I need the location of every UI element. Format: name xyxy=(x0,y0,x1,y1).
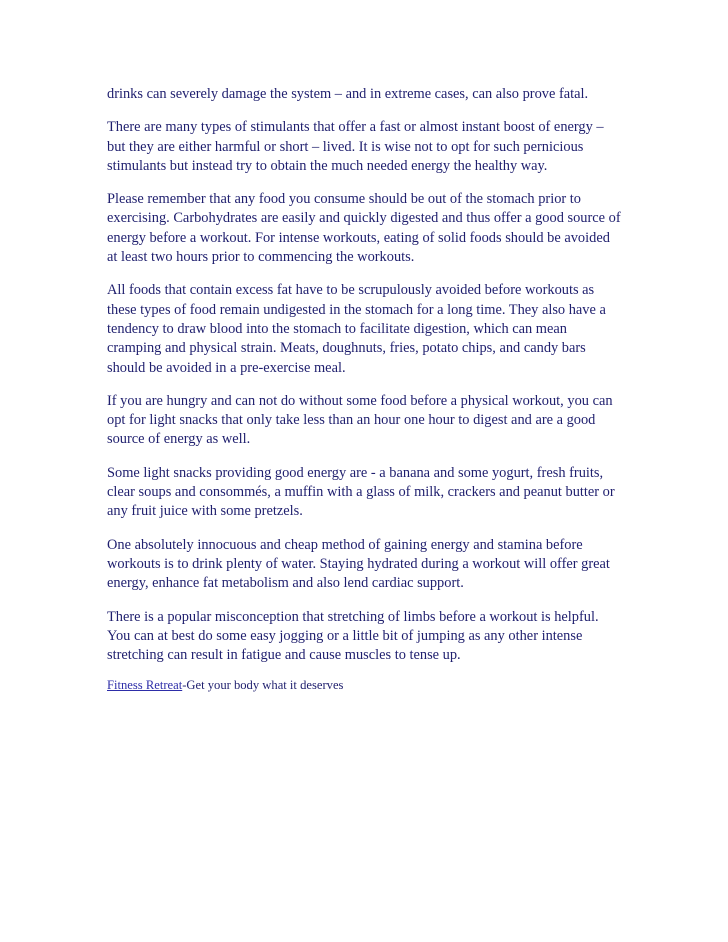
document-page xyxy=(107,85,621,693)
paragraph-5: If you are hungry and can not do without some food before a physical workout, you can opt for light snacks that only take less than an hour one hour to digest and are a good source of energy as well. xyxy=(107,392,613,448)
footer-tagline: -Get your body what it deserves xyxy=(182,678,344,693)
fitness-retreat-link[interactable]: Fitness Retreat xyxy=(107,678,183,693)
paragraph-6: Some light snacks providing good energy are - a banana and some yogurt, fresh fruits, clear soups and consommés, a muffin with a glass of milk, crackers and peanut butter or any fruit juice with some pretzels. xyxy=(107,464,615,520)
paragraph-8: There is a popular misconception that stretching of limbs before a workout is helpful. You can at best do some easy jogging or a little bit of jumping as any other intense stretching can result in fatigue and cause muscles to tense up. xyxy=(107,608,599,664)
paragraph-3: Please remember that any food you consume should be out of the stomach prior to exercising. Carbohydrates are easily and quickly digested and thus offer a good source of energy before a workout. For intense workouts, eating of solid foods should be avoided at least two hours prior to commencing the workouts. xyxy=(107,191,621,266)
paragraph-7: One absolutely innocuous and cheap method of gaining energy and stamina before workouts is to drink plenty of water. Staying hydrated during a workout will offer great energy, enhance fat metabolism and also lend cardiac support. xyxy=(107,536,610,592)
paragraph-2: There are many types of stimulants that offer a fast or almost instant boost of energy – but they are either harmful or short – lived. It is wise not to opt for such pernicious stimulants but instead try to obtain the much needed energy the healthy way. xyxy=(107,119,604,174)
paragraph-1: drinks can severely damage the system – and in extreme cases, can also prove fatal. xyxy=(107,86,589,102)
paragraph-4: All foods that contain excess fat have to be scrupulously avoided before workouts as these types of food remain undigested in the stomach for a long time. They also have a tendency to draw blood into the stomach to facilitate digestion, which can mean cramping and physical strain. Meats, doughnuts, fries, potato chips, and candy bars should be avoided in a pre-exercise meal. xyxy=(107,282,606,376)
footer-line xyxy=(107,677,621,693)
